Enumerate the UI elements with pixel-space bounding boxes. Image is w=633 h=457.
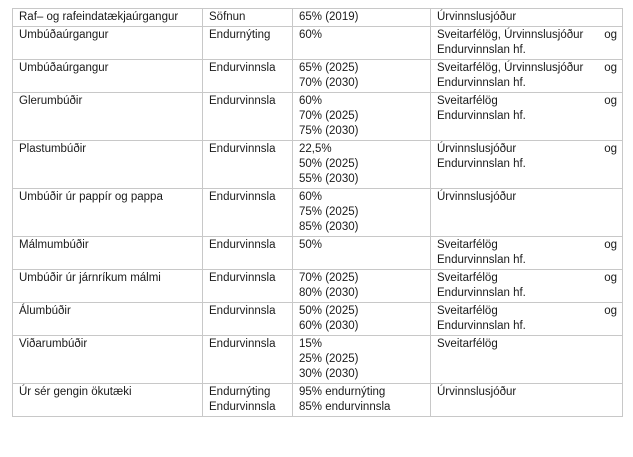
table-row: [13, 60, 623, 93]
category-text: Málmumbúðir: [19, 239, 89, 251]
target-value: 75% (2025): [299, 206, 359, 218]
method-text: Endurvinnsla: [209, 401, 276, 413]
responsible-party: Úrvinnslusjóður: [437, 143, 517, 155]
responsible-party: Úrvinnslusjóður: [437, 11, 517, 23]
target-value: 60%: [299, 95, 323, 107]
category-cell: [13, 237, 203, 270]
target-value: 70% (2030): [299, 77, 359, 89]
responsible-conjunction: og: [604, 29, 617, 41]
method-cell: [203, 9, 293, 27]
target-value: 60% (2030): [299, 320, 359, 332]
category-cell: [13, 189, 203, 237]
target-value: 70% (2025): [299, 110, 359, 122]
method-text: Endurnýting: [209, 29, 271, 41]
target-value: 30% (2030): [299, 368, 359, 380]
responsible-party: Úrvinnslusjóður: [437, 386, 517, 398]
responsible-cell: [431, 9, 623, 27]
responsible-party: Endurvinnslan hf.: [437, 254, 526, 266]
responsible-first-line: [437, 142, 617, 157]
category-text: Álumbúðir: [19, 305, 71, 317]
method-cell: [203, 336, 293, 384]
target-value: 22,5%: [299, 143, 332, 155]
target-cell: [293, 336, 431, 384]
category-cell: [13, 141, 203, 189]
method-text: Endurvinnsla: [209, 272, 276, 284]
responsible-party: Endurvinnslan hf.: [437, 110, 526, 122]
target-cell: [293, 60, 431, 93]
target-value: 70% (2025): [299, 272, 359, 284]
responsible-party: Sveitarfélög: [437, 239, 498, 251]
method-cell: [203, 303, 293, 336]
responsible-conjunction: og: [604, 272, 617, 284]
method-cell: [203, 384, 293, 417]
method-text: Endurvinnsla: [209, 239, 276, 251]
method-text: Endurvinnsla: [209, 338, 276, 350]
category-cell: [13, 9, 203, 27]
table-row: [13, 237, 623, 270]
responsible-cell: [431, 384, 623, 417]
responsible-party: Sveitarfélög: [437, 272, 498, 284]
responsible-party: Sveitarfélög: [437, 305, 498, 317]
responsible-conjunction: og: [604, 305, 617, 317]
responsible-party: Endurvinnslan hf.: [437, 320, 526, 332]
category-cell: [13, 93, 203, 141]
responsible-conjunction: og: [604, 95, 617, 107]
table-row: [13, 189, 623, 237]
target-cell: [293, 237, 431, 270]
target-value: 50% (2025): [299, 158, 359, 170]
target-value: 55% (2030): [299, 173, 359, 185]
table-row: [13, 141, 623, 189]
target-cell: [293, 9, 431, 27]
responsible-party: Sveitarfélög: [437, 338, 498, 350]
responsible-party: Sveitarfélög, Úrvinnslusjóður: [437, 62, 584, 74]
responsible-cell: [431, 336, 623, 384]
category-text: Umbúðir úr pappír og pappa: [19, 191, 163, 203]
method-cell: [203, 270, 293, 303]
table-row: [13, 27, 623, 60]
responsible-cell: [431, 27, 623, 60]
category-text: Umbúðir úr járnríkum málmi: [19, 272, 161, 284]
target-value: 65% (2019): [299, 11, 359, 23]
category-cell: [13, 27, 203, 60]
method-text: Endurnýting: [209, 386, 271, 398]
method-cell: [203, 60, 293, 93]
target-cell: [293, 189, 431, 237]
responsible-first-line: [437, 271, 617, 286]
responsible-cell: [431, 237, 623, 270]
responsible-cell: [431, 93, 623, 141]
target-value: 50%: [299, 239, 323, 251]
target-cell: [293, 270, 431, 303]
category-text: Umbúðaúrgangur: [19, 62, 109, 74]
responsible-cell: [431, 303, 623, 336]
category-cell: [13, 384, 203, 417]
target-value: 75% (2030): [299, 125, 359, 137]
responsible-party: Úrvinnslusjóður: [437, 191, 517, 203]
target-value: 60%: [299, 191, 323, 203]
target-value: 60%: [299, 29, 323, 41]
target-value: 85% endurvinnsla: [299, 401, 391, 413]
category-cell: [13, 336, 203, 384]
responsible-first-line: [437, 28, 617, 43]
table-row: [13, 270, 623, 303]
waste-targets-table: [12, 8, 623, 417]
responsible-conjunction: og: [604, 239, 617, 251]
responsible-party: Sveitarfélög: [437, 95, 498, 107]
responsible-first-line: [437, 238, 617, 253]
target-value: 80% (2030): [299, 287, 359, 299]
method-text: Endurvinnsla: [209, 62, 276, 74]
method-text: Endurvinnsla: [209, 191, 276, 203]
target-cell: [293, 384, 431, 417]
category-text: Glerumbúðir: [19, 95, 83, 107]
responsible-cell: [431, 189, 623, 237]
category-text: Úr sér gengin ökutæki: [19, 386, 132, 398]
responsible-party: Endurvinnslan hf.: [437, 287, 526, 299]
table-body: [13, 9, 623, 417]
target-value: 15%: [299, 338, 323, 350]
target-value: 25% (2025): [299, 353, 359, 365]
responsible-first-line: [437, 304, 617, 319]
responsible-cell: [431, 141, 623, 189]
target-cell: [293, 93, 431, 141]
responsible-first-line: [437, 94, 617, 109]
table-row: [13, 303, 623, 336]
method-text: Endurvinnsla: [209, 305, 276, 317]
responsible-first-line: [437, 61, 617, 76]
table-row: [13, 93, 623, 141]
responsible-conjunction: og: [604, 62, 617, 74]
method-cell: [203, 237, 293, 270]
method-cell: [203, 189, 293, 237]
method-cell: [203, 27, 293, 60]
responsible-conjunction: og: [604, 143, 617, 155]
category-text: Raf– og rafeindatækjaúrgangur: [19, 11, 179, 23]
target-value: 50% (2025): [299, 305, 359, 317]
target-value: 95% endurnýting: [299, 386, 386, 398]
table-row: [13, 9, 623, 27]
method-text: Endurvinnsla: [209, 95, 276, 107]
category-cell: [13, 303, 203, 336]
category-text: Plastumbúðir: [19, 143, 87, 155]
method-text: Endurvinnsla: [209, 143, 276, 155]
table-row: [13, 336, 623, 384]
target-cell: [293, 27, 431, 60]
method-cell: [203, 141, 293, 189]
category-text: Umbúðaúrgangur: [19, 29, 109, 41]
method-text: Söfnun: [209, 11, 246, 23]
category-cell: [13, 270, 203, 303]
target-cell: [293, 141, 431, 189]
target-value: 65% (2025): [299, 62, 359, 74]
responsible-party: Endurvinnslan hf.: [437, 158, 526, 170]
responsible-party: Endurvinnslan hf.: [437, 44, 526, 56]
target-cell: [293, 303, 431, 336]
responsible-cell: [431, 60, 623, 93]
category-text: Viðarumbúðir: [19, 338, 88, 350]
responsible-party: Endurvinnslan hf.: [437, 77, 526, 89]
responsible-party: Sveitarfélög, Úrvinnslusjóður: [437, 29, 584, 41]
category-cell: [13, 60, 203, 93]
target-value: 85% (2030): [299, 221, 359, 233]
method-cell: [203, 93, 293, 141]
responsible-cell: [431, 270, 623, 303]
table-row: [13, 384, 623, 417]
